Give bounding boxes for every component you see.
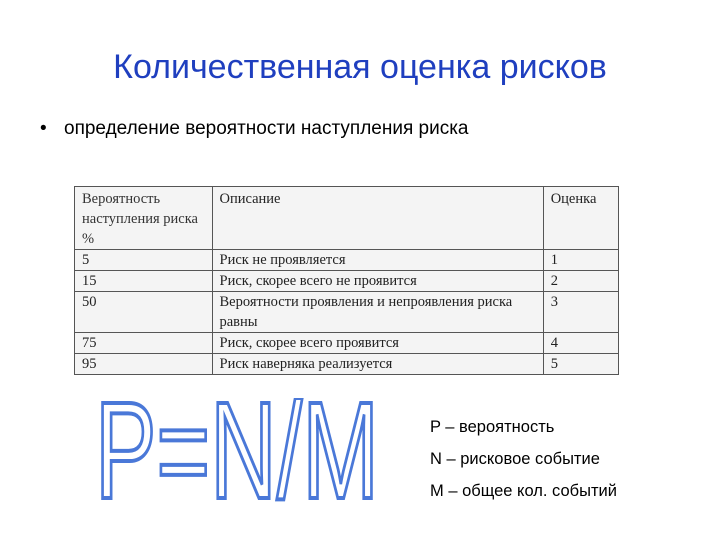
legend-item-n: N – рисковое событие: [430, 450, 600, 468]
formula-legend: [430, 418, 617, 514]
legend-item-m: M – общее кол. событий: [430, 482, 617, 500]
table-row: [75, 333, 619, 354]
cell-score: 1: [543, 250, 618, 271]
legend-item-p: P – вероятность: [430, 418, 555, 436]
bullet-item: [40, 118, 469, 140]
cell-description: Риск не проявляется: [212, 250, 543, 271]
cell-probability: 75: [75, 333, 213, 354]
header-description: Описание: [212, 187, 543, 250]
table-row: [75, 354, 619, 375]
formula-text: P=N/M: [95, 398, 379, 502]
bullet-text: определение вероятности наступления риска: [64, 118, 469, 139]
cell-description: Риск, скорее всего проявится: [212, 333, 543, 354]
cell-probability: 5: [75, 250, 213, 271]
cell-probability: 50: [75, 292, 213, 333]
table-row: [75, 250, 619, 271]
table-row: [75, 271, 619, 292]
formula-wordart: [92, 398, 382, 502]
header-probability: Вероятность наступления риска %: [75, 187, 213, 250]
risk-table: [74, 186, 619, 375]
table-header-row: [75, 187, 619, 250]
cell-probability: 15: [75, 271, 213, 292]
cell-probability: 95: [75, 354, 213, 375]
cell-description: Риск наверняка реализуется: [212, 354, 543, 375]
cell-score: 2: [543, 271, 618, 292]
header-score: Оценка: [543, 187, 618, 250]
cell-score: 3: [543, 292, 618, 333]
cell-description: Вероятности проявления и непроявления риска равны: [212, 292, 543, 333]
table-row: [75, 292, 619, 333]
cell-score: 5: [543, 354, 618, 375]
bullet-icon: •: [40, 118, 47, 139]
slide-title: Количественная оценка рисков: [113, 48, 607, 86]
cell-description: Риск, скорее всего не проявится: [212, 271, 543, 292]
cell-score: 4: [543, 333, 618, 354]
